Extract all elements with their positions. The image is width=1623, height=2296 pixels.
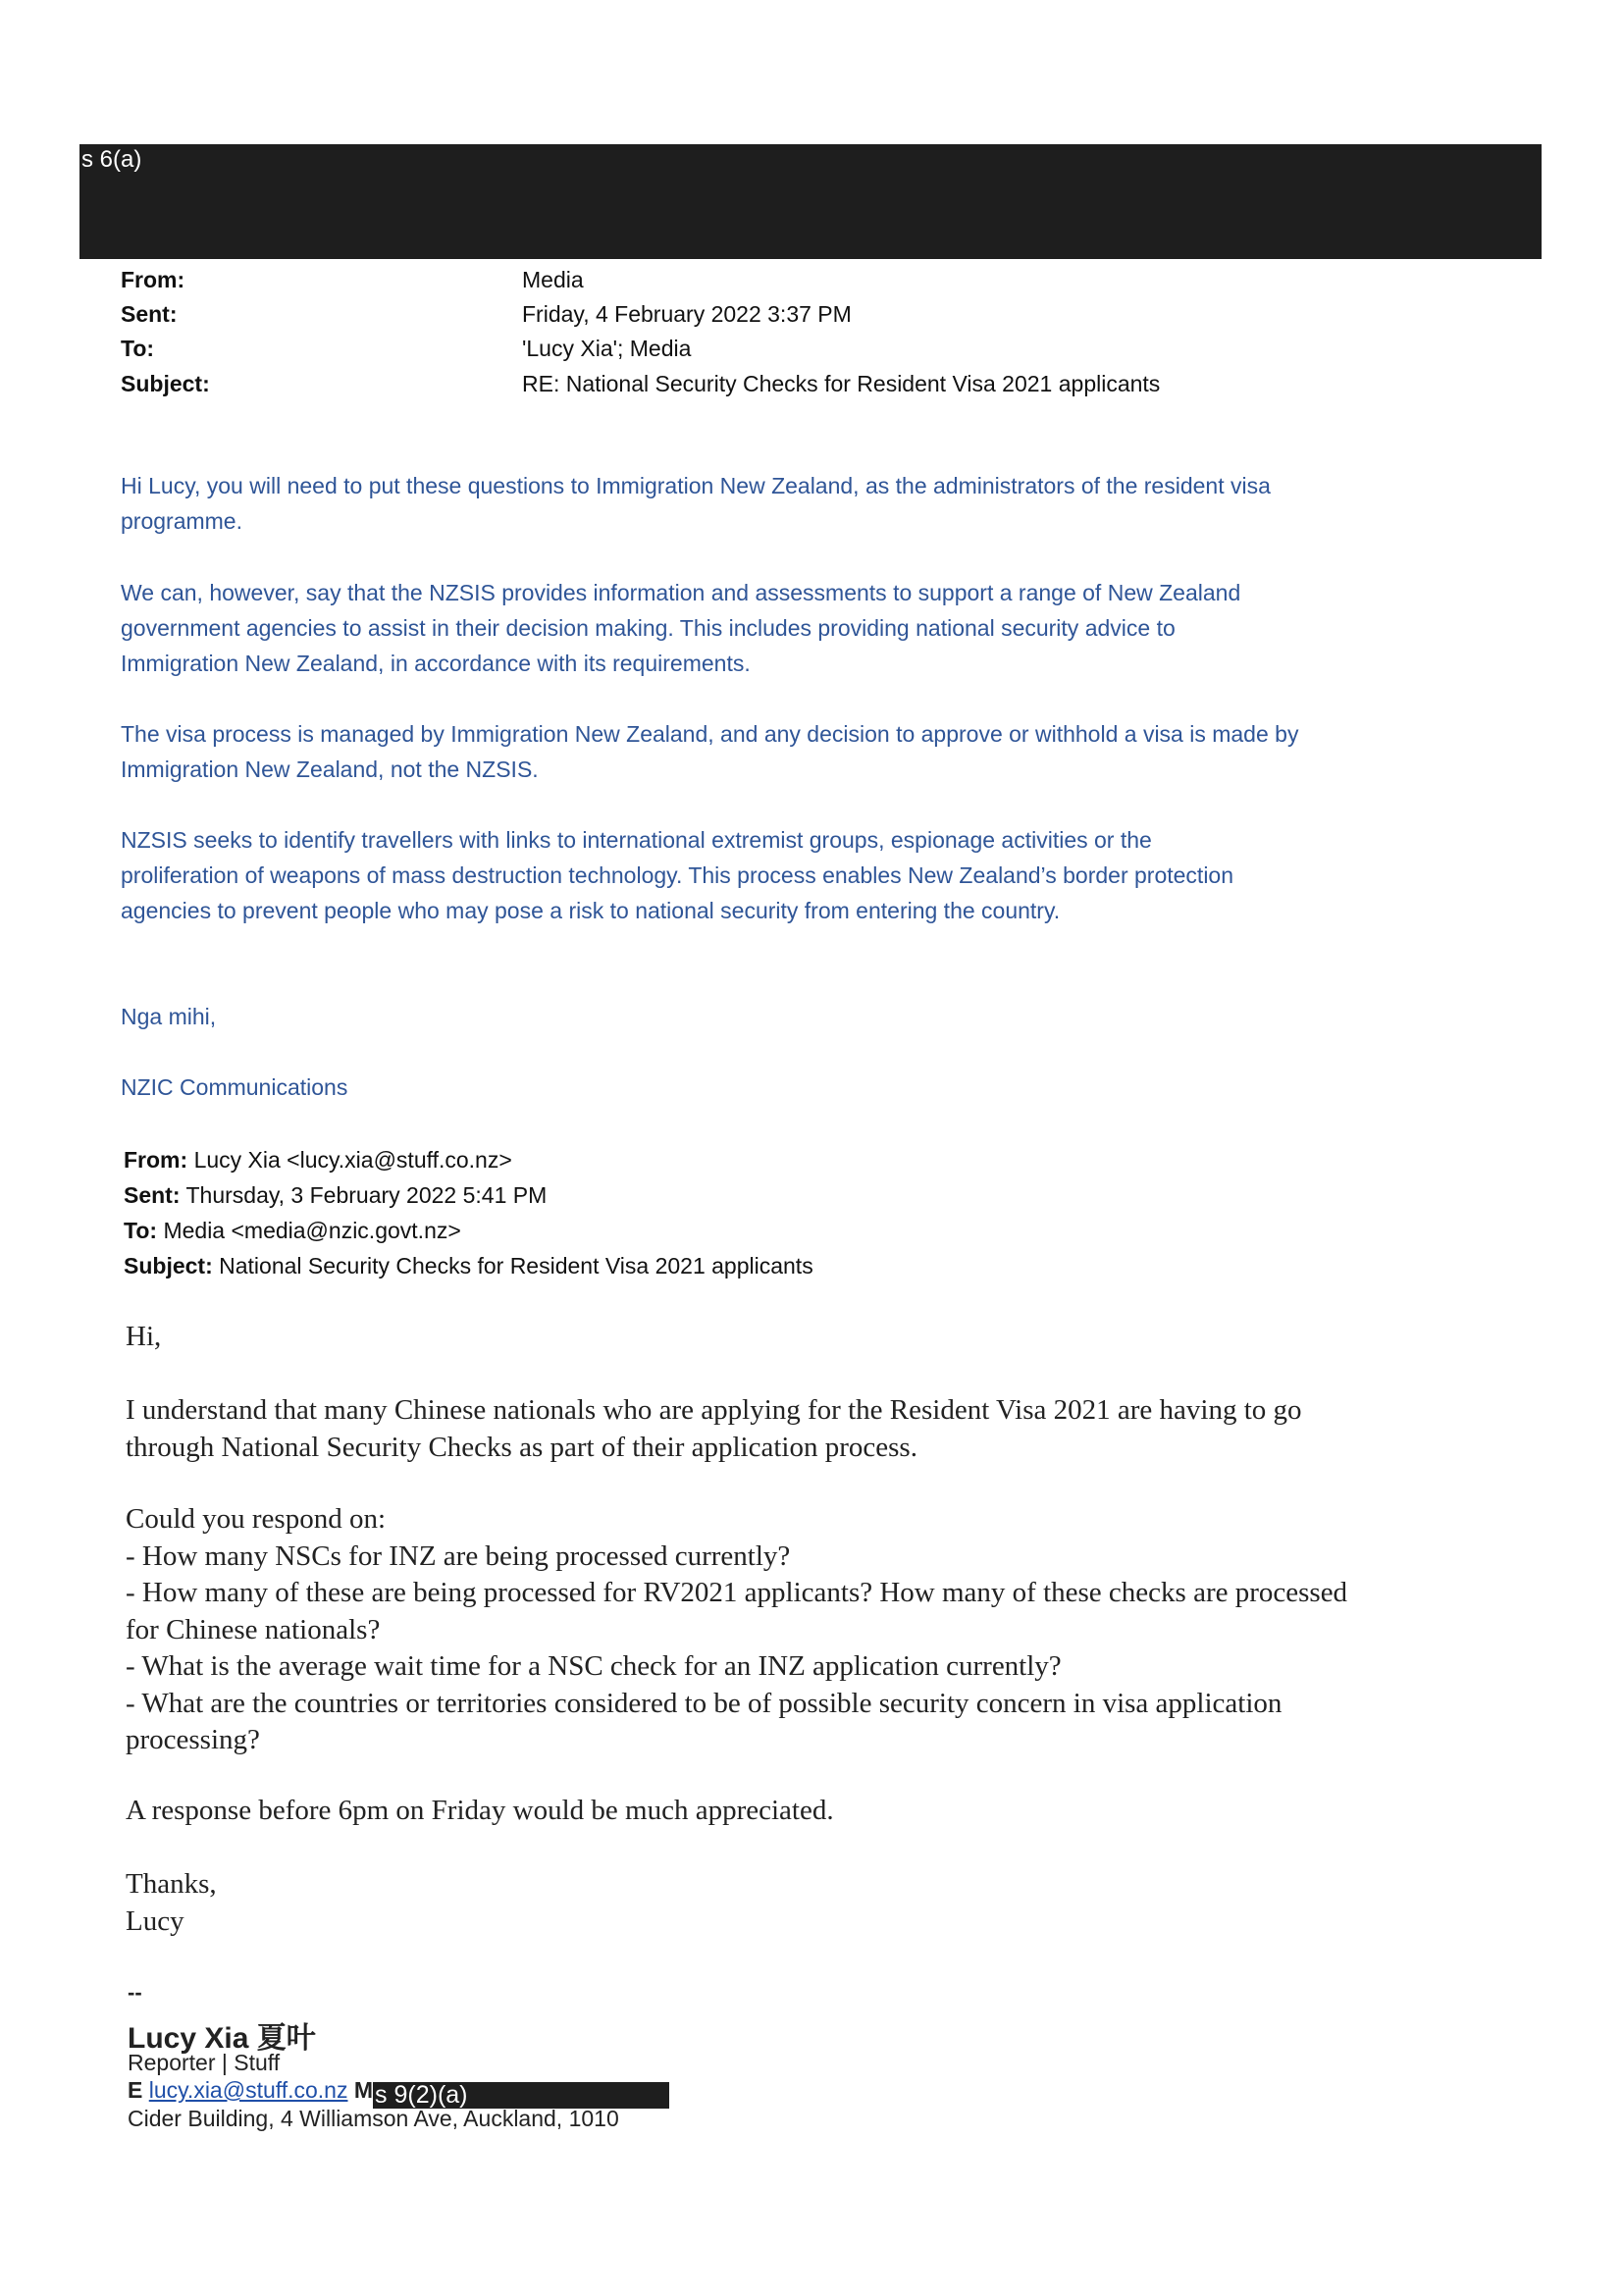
- reply-paragraph-4: [121, 822, 1233, 928]
- to-label: To:: [124, 1218, 158, 1243]
- redaction-block: [79, 144, 1542, 259]
- mobile-label: M: [353, 2077, 374, 2103]
- signature-contact: [128, 2077, 669, 2109]
- signature-address: Cider Building, 4 Williamson Ave, Auckland, 1010: [128, 2106, 619, 2131]
- signature-dashes: --: [128, 1980, 142, 2005]
- text-line: Hi Lucy, you will need to put these questions to Immigration New Zealand, as the administrators of the resident visa: [121, 473, 1271, 498]
- subject-value: RE: National Security Checks for Resident Visa 2021 applicants: [522, 371, 1161, 396]
- text-line: government agencies to assist in their decision making. This includes providing national security advice to: [121, 615, 1176, 641]
- sent-label: Sent:: [124, 1182, 181, 1208]
- text-line: I understand that many Chinese nationals who are applying for the Resident Visa 2021 are having to go: [126, 1394, 1302, 1426]
- reply-team: NZIC Communications: [121, 1074, 348, 1100]
- redaction-code: s 6(a): [81, 146, 142, 173]
- subject-label: Subject:: [121, 371, 210, 396]
- sent-value: Friday, 4 February 2022 3:37 PM: [522, 301, 852, 327]
- to-value: 'Lucy Xia'; Media: [522, 336, 692, 361]
- sent-value: Thursday, 3 February 2022 5:41 PM: [185, 1182, 548, 1208]
- text-line: Could you respond on:: [126, 1503, 387, 1535]
- text-line: The visa process is managed by Immigration New Zealand, and any decision to approve or withhold a visa is made by: [121, 721, 1299, 747]
- text-line: Immigration New Zealand, in accordance with its requirements.: [121, 651, 751, 676]
- question-item: - What is the average wait time for a NSC check for an INZ application currently?: [126, 1650, 1062, 1682]
- signature-name: Lucy Xia 夏叶: [128, 2022, 316, 2055]
- thanks-line: Thanks,: [126, 1868, 217, 1900]
- original-paragraph-3: A response before 6pm on Friday would be much appreciated.: [126, 1795, 834, 1826]
- reply-signoff: Nga mihi,: [121, 1004, 217, 1029]
- text-line: NZSIS seeks to identify travellers with links to international extremist groups, espionage activities or the: [121, 827, 1152, 853]
- reply-header: [121, 262, 1494, 409]
- sent-label: Sent:: [121, 301, 178, 327]
- subject-label: Subject:: [124, 1253, 213, 1278]
- from-value: Lucy Xia <lucy.xia@stuff.co.nz>: [193, 1147, 512, 1173]
- text-line: processing?: [126, 1724, 260, 1755]
- question-item: - How many of these are being processed for RV2021 applicants? How many of these checks are processed: [126, 1577, 1348, 1608]
- name-line: Lucy: [126, 1905, 184, 1937]
- text-line: We can, however, say that the NZSIS provides information and assessments to support a range of New Zealand: [121, 580, 1241, 605]
- signature-role: Reporter | Stuff: [128, 2050, 281, 2075]
- from-label: From:: [124, 1147, 188, 1173]
- reply-paragraph-3: [121, 716, 1298, 787]
- email-label: E: [128, 2077, 143, 2103]
- original-closing: [126, 1866, 217, 1940]
- text-line: Immigration New Zealand, not the NZSIS.: [121, 757, 539, 782]
- question-item: - What are the countries or territories considered to be of possible security concern in visa application: [126, 1687, 1283, 1719]
- text-line: programme.: [121, 508, 242, 534]
- reply-paragraph-2: [121, 575, 1240, 681]
- original-header: [124, 1142, 813, 1283]
- subject-value: National Security Checks for Resident Visa 2021 applicants: [219, 1253, 813, 1278]
- question-item: - How many NSCs for INZ are being processed currently?: [126, 1539, 791, 1572]
- text-line: proliferation of weapons of mass destruction technology. This process enables New Zealand’s border protection: [121, 862, 1234, 888]
- mobile-redaction: [373, 2082, 669, 2109]
- text-line: through National Security Checks as part of their application process.: [126, 1431, 917, 1463]
- to-value: Media <media@nzic.govt.nz>: [163, 1218, 461, 1243]
- text-line: agencies to prevent people who may pose a risk to national security from entering the country.: [121, 898, 1061, 923]
- email-link[interactable]: lucy.xia@stuff.co.nz: [148, 2077, 348, 2103]
- from-value: Media: [522, 267, 584, 292]
- reply-paragraph-1: [121, 468, 1271, 539]
- redaction-code: s 9(2)(a): [375, 2081, 468, 2109]
- from-label: From:: [121, 267, 185, 292]
- original-paragraph-1: [126, 1392, 1302, 1466]
- original-questions: [126, 1501, 1347, 1759]
- text-line: for Chinese nationals?: [126, 1613, 381, 1645]
- to-label: To:: [121, 336, 155, 361]
- original-greeting: Hi,: [126, 1321, 162, 1352]
